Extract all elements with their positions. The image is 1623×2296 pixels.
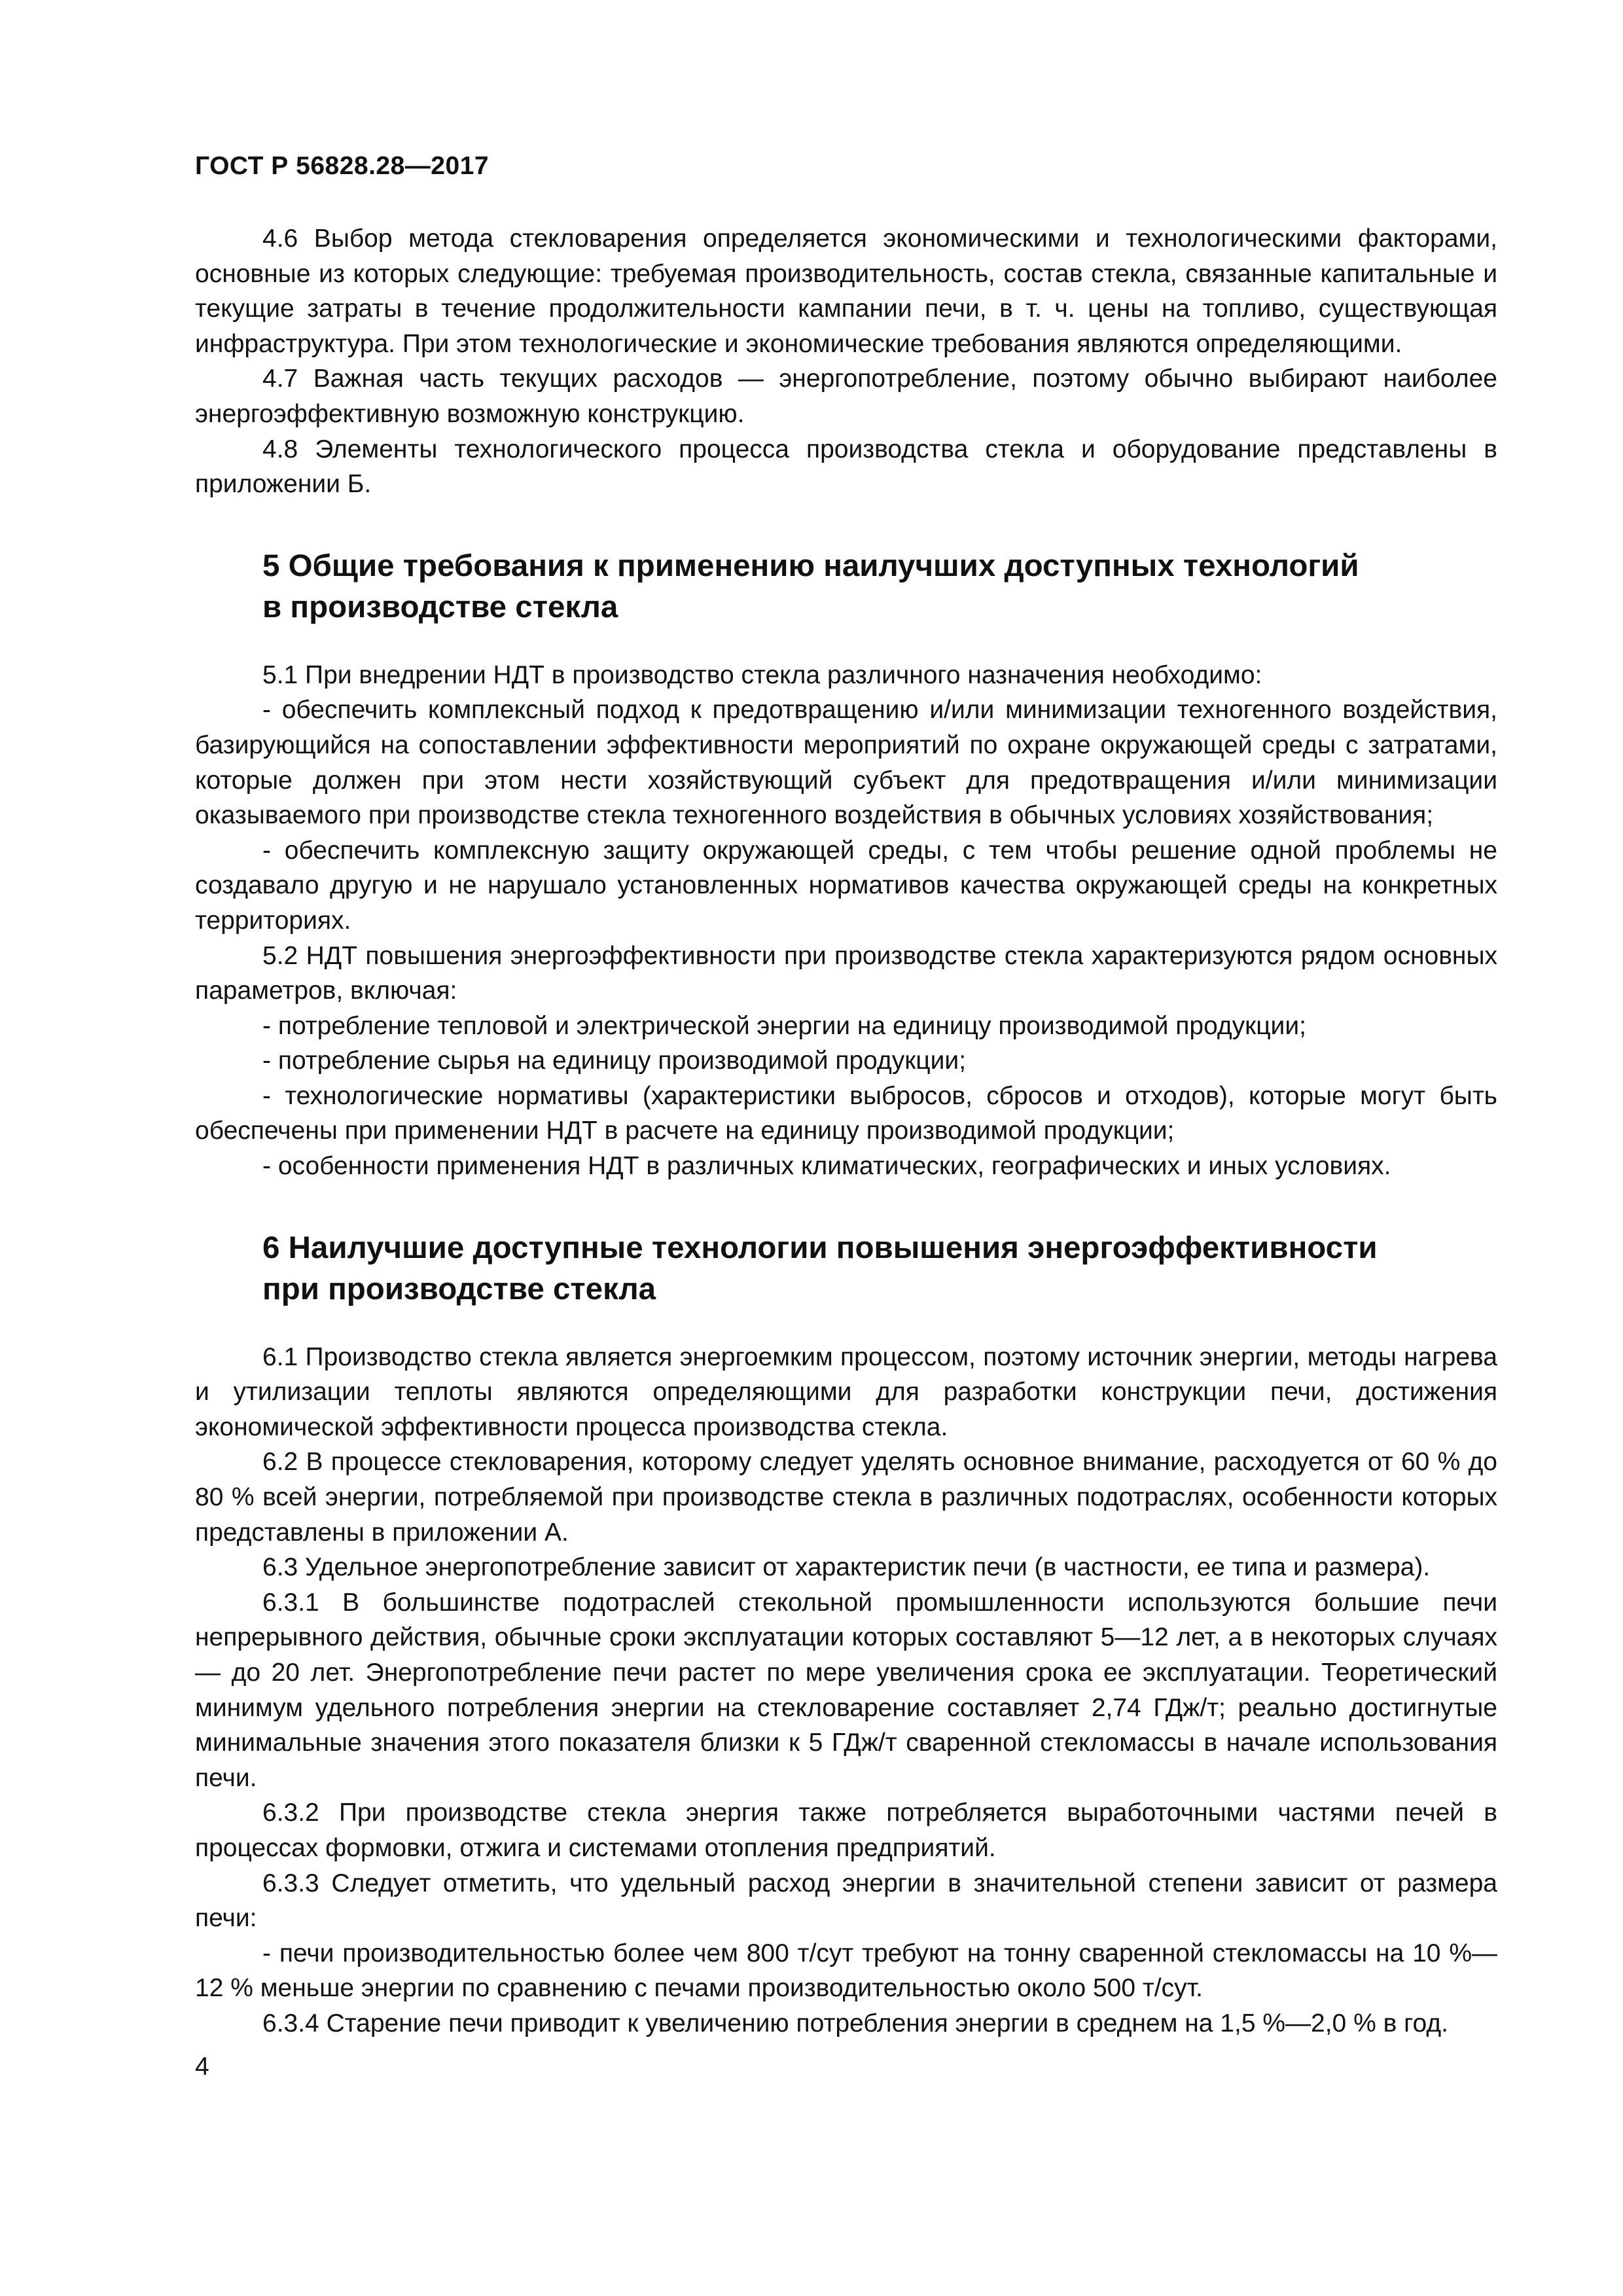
section-6-heading — [195, 1227, 1497, 1310]
page-number: 4 — [195, 2053, 209, 2081]
list-item: - потребление сырья на единицу производимой продукции; — [262, 1047, 967, 1075]
paragraph-6-1: 6.1 Производство стекла является энергоемким процессом, поэтому источник энергии, методы нагрева и утилизации теплоты являются определяющими для разработки конструкции печи, достижения экономической эффективности процесса производства стекла. — [195, 1342, 1497, 1441]
list-item: - особенности применения НДТ в различных климатических, географических и иных условиях. — [262, 1152, 1391, 1181]
list-item: - технологические нормативы (характеристики выбросов, сбросов и отходов), которые могут быть обеспечены при применении НДТ в расчете на единицу производимой продукции; — [195, 1081, 1497, 1145]
paragraph-6-2: 6.2 В процессе стекловарения, которому следует уделять основное внимание, расходуется от 60 % до 80 % всей энергии, потребляемой при производстве стекла в различных подотраслях, особенности которых представлены в приложении А. — [195, 1448, 1497, 1547]
list-item: - обеспечить комплексную защиту окружающей среды, с тем чтобы решение одной проблемы не создавало другую и не нарушало установленных нормативов качества окружающей среды на конкретных территориях. — [195, 836, 1497, 935]
section-5-heading — [195, 545, 1497, 628]
section-6-heading-line-1: 6 Наилучшие доступные технологии повышения энергоэффективности — [262, 1230, 1378, 1265]
paragraph-5-1: 5.1 При внедрении НДТ в производство стекла различного назначения необходимо: — [262, 660, 1262, 689]
section-5-heading-line-2: в производстве стекла — [262, 589, 618, 624]
paragraph-6-3-2: 6.3.2 При производстве стекла энергия также потребляется выработочными частями печей в процессах формовки, отжига и системами отопления предприятий. — [195, 1799, 1497, 1862]
list-item: - обеспечить комплексный подход к предотвращению и/или минимизации техногенного воздействия, базирующийся на сопоставлении эффективности мероприятий по охране окружающей среды с затратами, которые должен при этом нести хозяйствующий субъект для предотвращения и/или минимизации оказываемого при производстве стекла техногенного воздействия в обычных условиях хозяйствования; — [195, 696, 1497, 830]
list-item: - потребление тепловой и электрической энергии на единицу производимой продукции; — [262, 1011, 1306, 1040]
section-6-heading-line-2: при производстве стекла — [262, 1271, 656, 1306]
paragraph-6-3-4: 6.3.4 Старение печи приводит к увеличению потребления энергии в среднем на 1,5 %—2,0 % в год. — [262, 2009, 1448, 2037]
page-content — [195, 221, 1497, 2041]
document-code-header: ГОСТ Р 56828.28—2017 — [195, 152, 490, 180]
paragraph-6-3: 6.3 Удельное энергопотребление зависит от характеристик печи (в частности, ее типа и размера). — [262, 1553, 1431, 1582]
paragraph-4-7: 4.7 Важная часть текущих расходов — энергопотребление, поэтому обычно выбирают наиболее энергоэффективную возможную конструкцию. — [195, 365, 1497, 428]
paragraph-4-8: 4.8 Элементы технологического процесса производства стекла и оборудование представлены в приложении Б. — [195, 435, 1497, 499]
paragraph-5-2: 5.2 НДТ повышения энергоэффективности при производстве стекла характеризуются рядом основных параметров, включая: — [195, 941, 1497, 1005]
paragraph-6-3-1: 6.3.1 В большинстве подотраслей стекольной промышленности используются большие печи непрерывного действия, обычные сроки эксплуатации которых составляют 5—12 лет, а в некоторых случаях — до 20 лет. Энергопотребление печи растет по мере увеличения срока ее эксплуатации. Теоретический минимум удельного потребления энергии на стекловарение составляет 2,74 ГДж/т; реально достигнутые минимальные значения этого показателя близки к 5 ГДж/т сваренной стекломассы в начале использования печи. — [195, 1588, 1497, 1792]
list-item: - печи производительностью более чем 800 т/сут требуют на тонну сваренной стекломассы на 10 %—12 % меньше энергии по сравнению с печами производительностью около 500 т/сут. — [195, 1939, 1497, 2003]
paragraph-6-3-3: 6.3.3 Следует отметить, что удельный расход энергии в значительной степени зависит от размера печи: — [195, 1869, 1497, 1933]
section-5-heading-line-1: 5 Общие требования к применению наилучших доступных технологий — [262, 548, 1359, 583]
paragraph-4-6: 4.6 Выбор метода стекловарения определяется экономическими и технологическими факторами, основные из которых следующие: требуемая производительность, состав стекла, связанные капитальные и текущие затраты в течение продолжительности кампании печи, в т. ч. цены на топливо, существующая инфраструктура. При этом технологические и экономические требования являются определяющими. — [195, 224, 1497, 358]
